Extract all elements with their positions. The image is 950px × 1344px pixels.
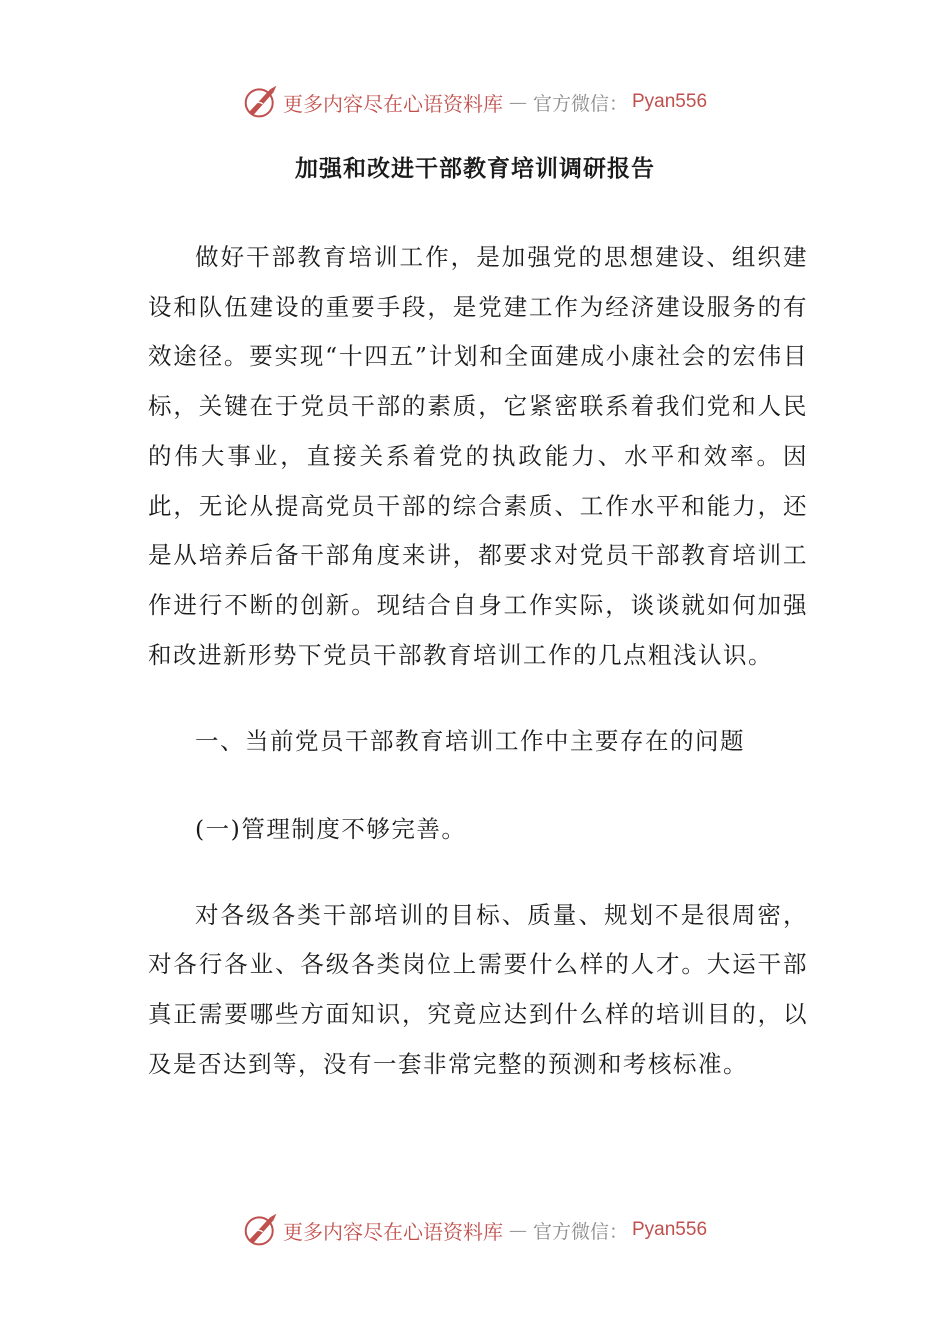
body-paragraph-2: 对各级各类干部培训的目标、质量、规划不是很周密，对各行各业、各级各类岗位上需要什么样的人才。大运干部真正需要哪些方面知识，究竟应达到什么样的培训目的，以及是否达到等，没有一套非常完整的预测和考核标准。: [148, 900, 808, 1078]
header-watermark-banner: [0, 82, 950, 122]
watermark-brand-text: 更多内容尽在心语资料库: [282, 91, 503, 116]
quill-pen-logo-icon: [243, 1212, 279, 1248]
section-heading-1: 一、当前党员干部教育培训工作中主要存在的问题: [195, 727, 745, 756]
watermark-wechat-id: Pyan556: [632, 91, 708, 112]
watermark-separator: —: [508, 1219, 527, 1241]
watermark-separator: —: [508, 91, 527, 113]
intro-paragraph: 做好干部教育培训工作，是加强党的思想建设、组织建设和队伍建设的重要手段，是党建工作为经济建设服务的有效途径。要实现“十四五”计划和全面建成小康社会的宏伟目标，关键在于党员干部的素质，它紧密联系着我们党和人民的伟大事业，直接关系着党的执政能力、水平和效率。因此，无论从提高党员干部的综合素质、工作水平和能力，还是从培养后备干部角度来讲，都要求对党员干部教育培训工作进行不断的创新。现结合自身工作实际，谈谈就如何加强和改进新形势下党员干部教育培训工作的几点粗浅认识。: [148, 243, 808, 669]
document-body: [148, 233, 808, 1090]
quill-pen-logo-icon: [243, 84, 279, 120]
watermark-brand-text: 更多内容尽在心语资料库: [282, 1219, 503, 1244]
watermark-official-label: 官方微信：: [532, 1220, 628, 1243]
footer-watermark-banner: [0, 1210, 950, 1250]
watermark-official-label: 官方微信：: [532, 92, 628, 115]
document-title: 加强和改进干部教育培训调研报告: [295, 155, 655, 182]
watermark-wechat-id: Pyan556: [632, 1219, 708, 1240]
subsection-heading-1: (一)管理制度不够完善。: [195, 815, 467, 844]
